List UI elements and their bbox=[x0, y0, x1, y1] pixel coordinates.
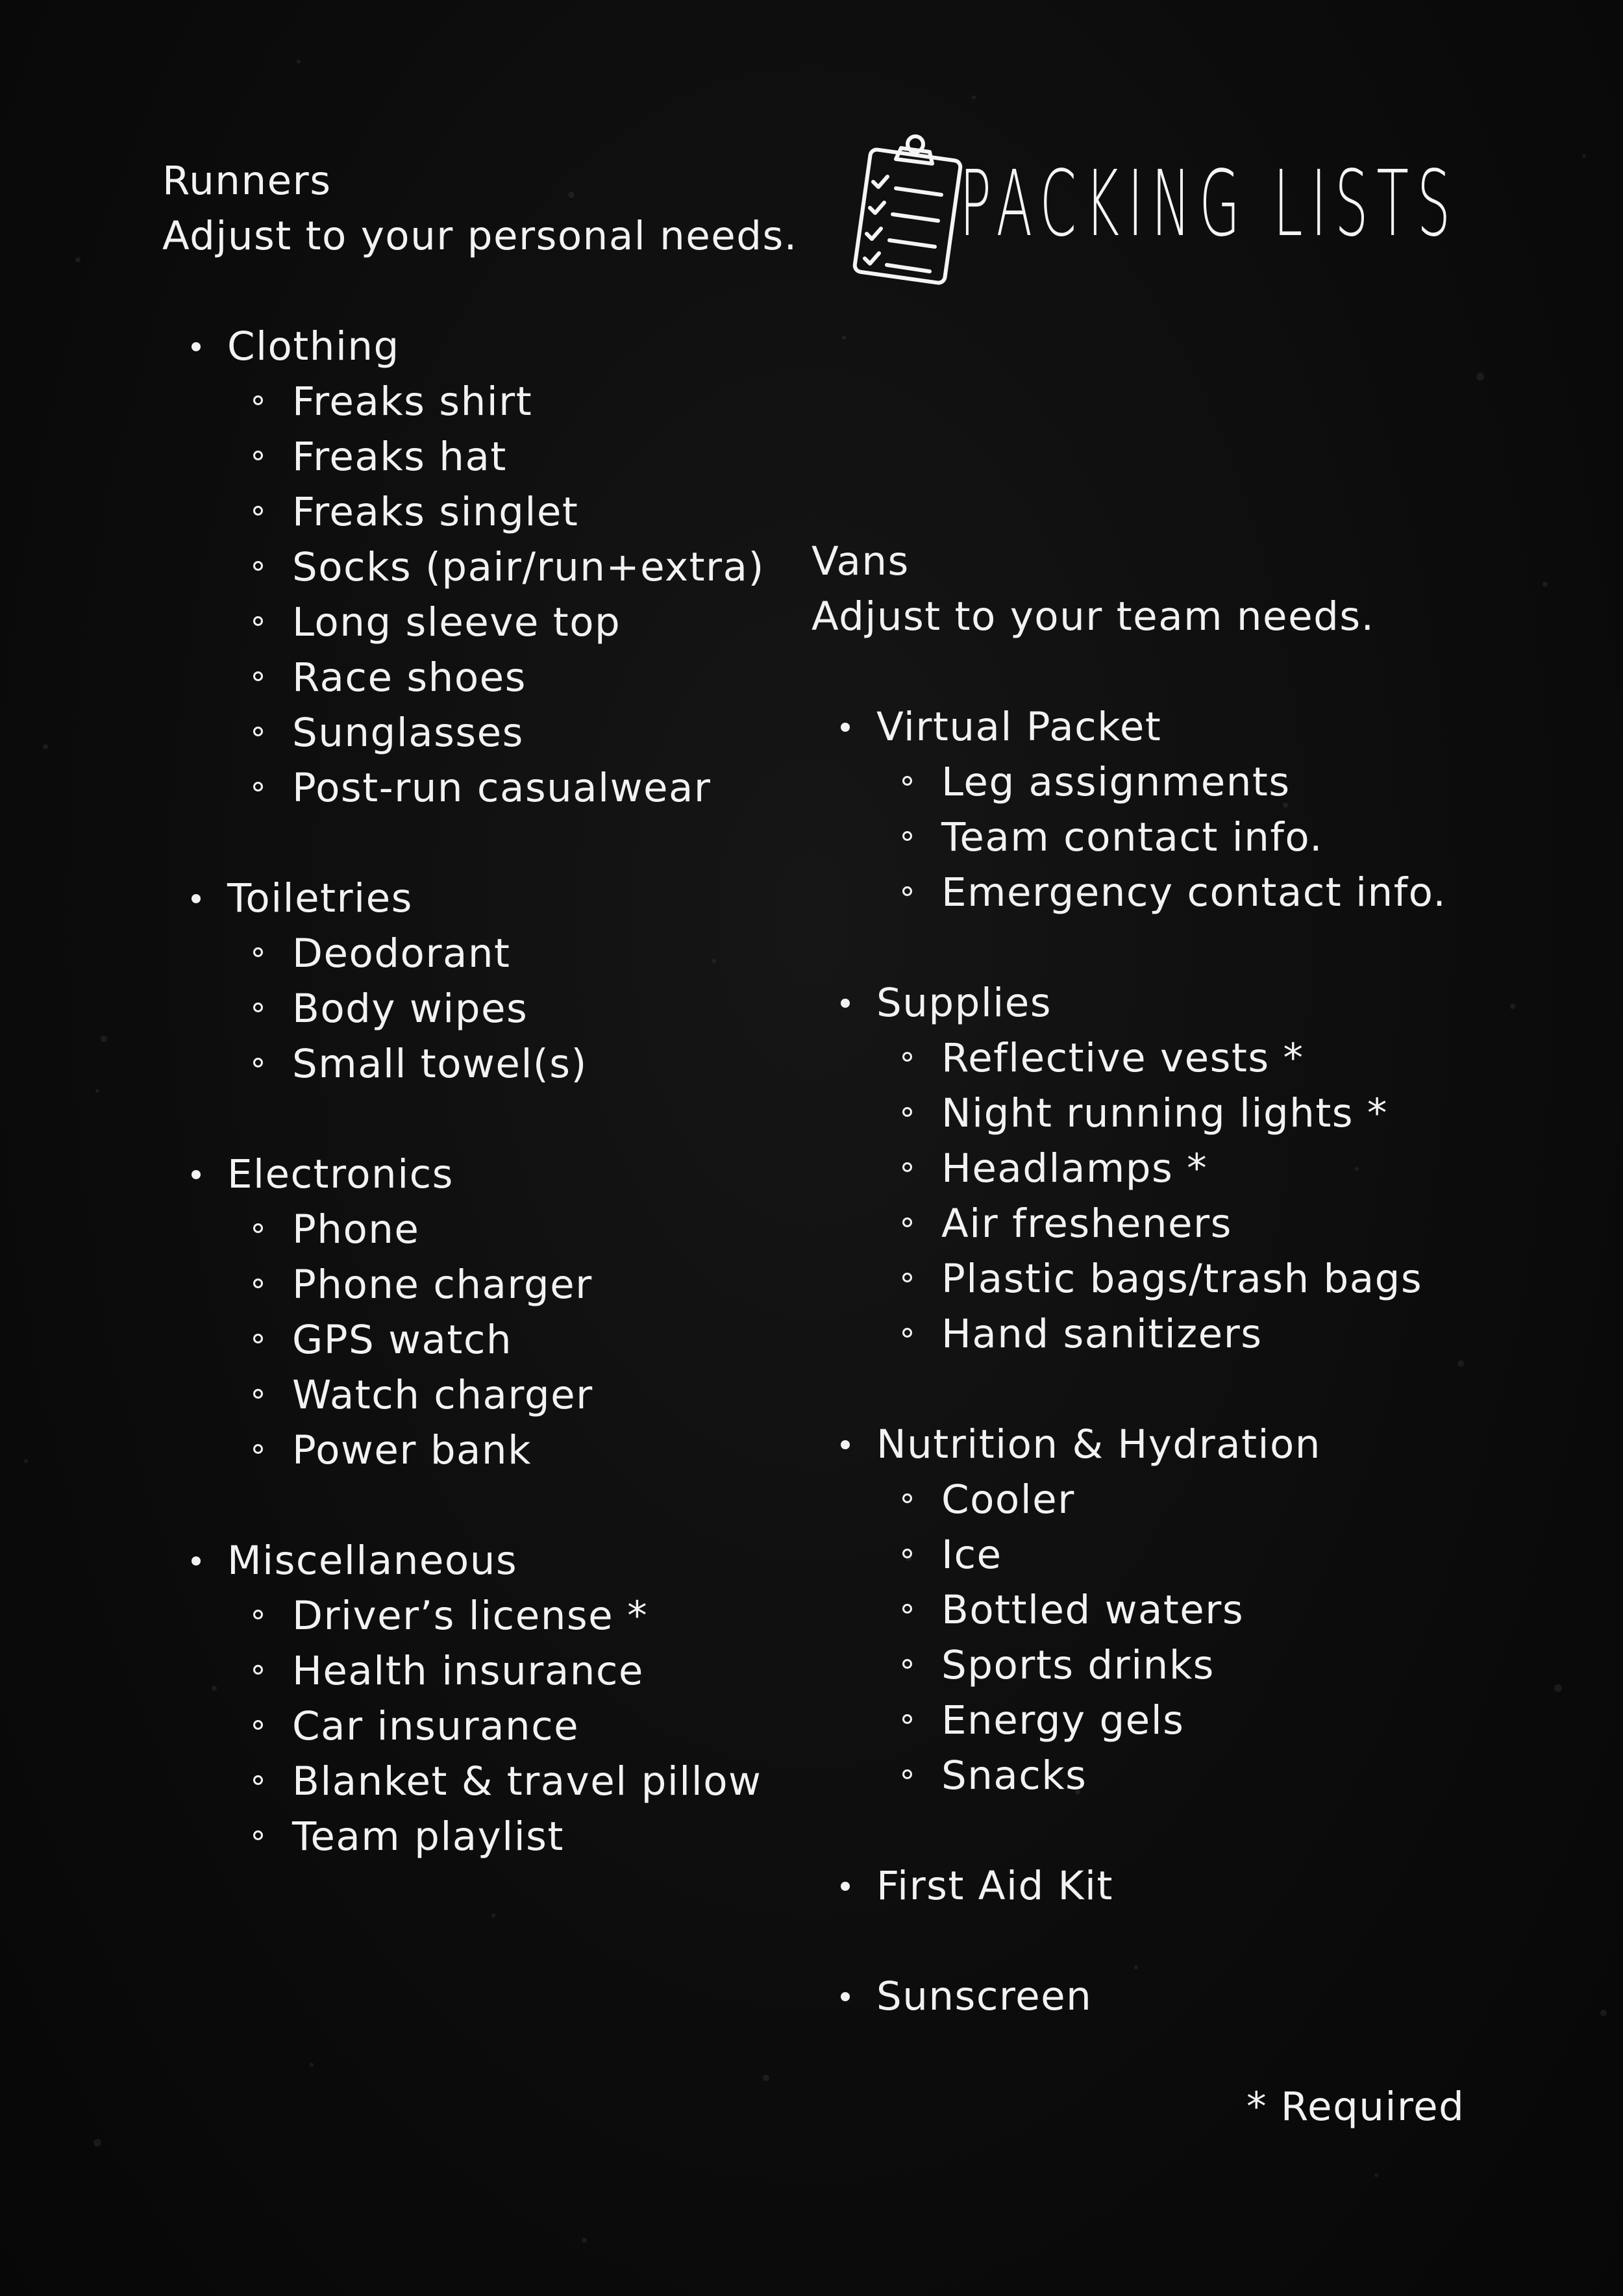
list-item: Socks (pair/run+extra) bbox=[227, 540, 812, 595]
category-toiletries bbox=[162, 871, 812, 1092]
category-label: Toiletries bbox=[227, 875, 413, 921]
vans-column bbox=[812, 534, 1493, 2079]
list-item: Snacks bbox=[876, 1748, 1493, 1803]
list-item: GPS watch bbox=[227, 1312, 812, 1367]
list-item: Freaks singlet bbox=[227, 484, 812, 540]
category-clothing bbox=[162, 319, 812, 816]
list-item: Post-run casualwear bbox=[227, 760, 812, 816]
title-block bbox=[850, 127, 1500, 295]
list-item: Car insurance bbox=[227, 1699, 812, 1754]
list-item: Small towel(s) bbox=[227, 1036, 812, 1092]
category-label: Sunscreen bbox=[876, 1973, 1093, 2019]
category-first-aid-kit bbox=[812, 1858, 1493, 1914]
list-item: Race shoes bbox=[227, 650, 812, 705]
category-label: Supplies bbox=[876, 980, 1052, 1026]
runners-heading: Runners bbox=[162, 158, 332, 204]
category-label: First Aid Kit bbox=[876, 1863, 1113, 1909]
list-item: Energy gels bbox=[876, 1693, 1493, 1748]
runners-categories bbox=[162, 319, 812, 1864]
list-item: Bottled waters bbox=[876, 1582, 1493, 1638]
vans-subheading: Adjust to your team needs. bbox=[812, 593, 1375, 640]
clipboard-icon bbox=[850, 130, 964, 292]
list-item: Hand sanitizers bbox=[876, 1306, 1493, 1362]
category-label: Electronics bbox=[227, 1151, 454, 1197]
category-label: Miscellaneous bbox=[227, 1538, 518, 1584]
list-item: Long sleeve top bbox=[227, 595, 812, 650]
item-list bbox=[227, 374, 812, 816]
item-list bbox=[876, 1472, 1493, 1803]
list-item: Air fresheners bbox=[876, 1196, 1493, 1251]
list-item: Plastic bags/trash bags bbox=[876, 1251, 1493, 1306]
vans-heading: Vans bbox=[812, 538, 910, 584]
item-list bbox=[227, 1202, 812, 1478]
list-item: Freaks hat bbox=[227, 429, 812, 484]
list-item: Sunglasses bbox=[227, 705, 812, 760]
item-list bbox=[876, 755, 1493, 920]
list-item: Watch charger bbox=[227, 1367, 812, 1423]
list-item: Team playlist bbox=[227, 1809, 812, 1864]
category-sunscreen bbox=[812, 1969, 1493, 2024]
list-item: Power bank bbox=[227, 1423, 812, 1478]
list-item: Body wipes bbox=[227, 981, 812, 1036]
list-item: Team contact info. bbox=[876, 810, 1493, 865]
list-item: Ice bbox=[876, 1527, 1493, 1582]
list-item: Night running lights * bbox=[876, 1086, 1493, 1141]
list-item: Health insurance bbox=[227, 1643, 812, 1699]
runners-subheading: Adjust to your personal needs. bbox=[162, 213, 798, 259]
list-item: Cooler bbox=[876, 1472, 1493, 1527]
page-title: PACKING LISTS bbox=[960, 151, 1459, 257]
vans-categories bbox=[812, 699, 1493, 2024]
category-electronics bbox=[162, 1147, 812, 1478]
category-label: Clothing bbox=[227, 323, 400, 369]
item-list bbox=[227, 926, 812, 1092]
item-list bbox=[227, 1588, 812, 1864]
list-item: Reflective vests * bbox=[876, 1030, 1493, 1086]
list-item: Phone charger bbox=[227, 1257, 812, 1312]
list-item: Blanket & travel pillow bbox=[227, 1754, 812, 1809]
required-footnote: * Required bbox=[1246, 2084, 1465, 2130]
category-label: Nutrition & Hydration bbox=[876, 1421, 1321, 1467]
list-item: Phone bbox=[227, 1202, 812, 1257]
category-supplies bbox=[812, 975, 1493, 1362]
list-item: Driver’s license * bbox=[227, 1588, 812, 1643]
runners-column bbox=[162, 153, 812, 1919]
list-item: Leg assignments bbox=[876, 755, 1493, 810]
category-nutrition-hydration bbox=[812, 1417, 1493, 1803]
list-item: Sports drinks bbox=[876, 1638, 1493, 1693]
category-label: Virtual Packet bbox=[876, 704, 1162, 750]
list-item: Headlamps * bbox=[876, 1141, 1493, 1196]
list-item: Freaks shirt bbox=[227, 374, 812, 429]
list-item: Deodorant bbox=[227, 926, 812, 981]
list-item: Emergency contact info. bbox=[876, 865, 1493, 920]
item-list bbox=[876, 1030, 1493, 1362]
category-miscellaneous bbox=[162, 1533, 812, 1864]
category-virtual-packet bbox=[812, 699, 1493, 920]
